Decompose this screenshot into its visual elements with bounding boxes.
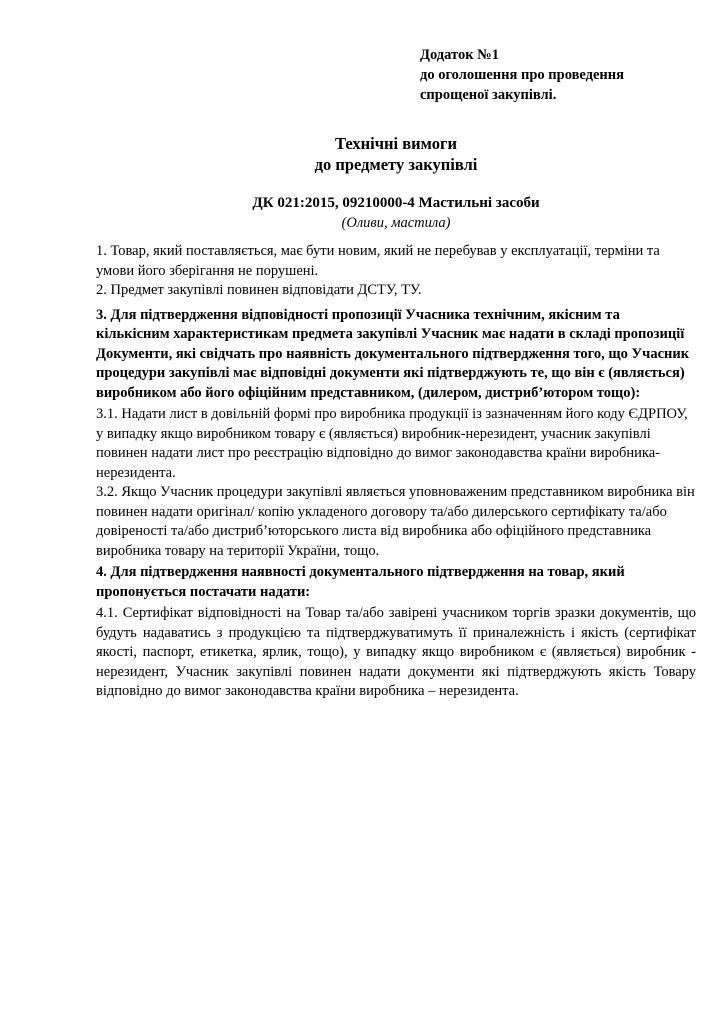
paragraph-4-1: 4.1. Сертифікат відповідності на Товар та/або завірені учасником торгів зразки документів, що будуть надаватись з продукцією та підтверджуватимуть її приналежність і якість (сертифікат якості, паспорт, етикетка, ярлик, тощо), у випадку якщо виробником є (являється) виробник - нерезидент, Учасник закупівлі повинен надати документи які підтверджують якість Товару відповідно до вимог законодавства країни виробника – нерезидента. [96, 605, 696, 699]
paragraph-1: 1. Товар, який поставляється, має бути новим, який не перебував у експлуатації, терміни та умови його зберігання не порушені. [96, 243, 660, 279]
paragraph-3-2: 3.2. Якщо Учасник процедури закупівлі являється уповноваженим представником виробника він повинен надати оригінал/ копію укладеного договору та/або дилерського сертифікату та/або довіреності та/або дистриб’юторського листа від виробника або офіційного представника виробника товару на території України, тощо. [96, 484, 695, 559]
paragraph-4: 4. Для підтвердження наявності документального підтвердження на товар, який пропонується постачати надати: [96, 564, 625, 600]
document-body [96, 242, 696, 702]
appendix-header-line-2: до оголошення про проведення [420, 67, 624, 83]
dk-note-line: (Оливи, мастила) [341, 214, 451, 231]
paragraph-2: 2. Предмет закупівлі повинен відповідати ДСТУ, ТУ. [96, 282, 422, 298]
dk-code-line: ДК 021:2015, 09210000-4 Мастильні засоби [252, 195, 540, 211]
appendix-header [420, 45, 696, 105]
appendix-header-line-3: спрощеної закупівлі. [420, 87, 557, 103]
page-title-line-2: до предмету закупівлі [314, 155, 478, 174]
appendix-header-line-1: Додаток №1 [420, 47, 499, 63]
page-title-line-1: Технічні вимоги [335, 134, 457, 153]
page-title [96, 133, 696, 175]
paragraph-3-1: 3.1. Надати лист в довільній формі про виробника продукції із зазначенням його коду ЄДРПОУ, у випадку якщо виробником товару є (являється) виробник-нерезидент, учасник закупівлі повинен надати лист про реєстрацію відповідно до вимог законодавства країни виробника-нерезидента. [96, 406, 688, 481]
paragraph-3: 3. Для підтвердження відповідності пропозиції Учасника технічним, якісним та кількісним характеристикам предмета закупівлі Учасник має надати в складі пропозиції Документи, які свідчать про наявність документального підтвердження того, що Учасник процедури закупівлі має відповідні документи які підтверджують те, що він є (являється) виробником або його офіційним представником, (дилером, дистриб’ютором тощо): [96, 306, 690, 401]
classification-block [96, 194, 696, 233]
